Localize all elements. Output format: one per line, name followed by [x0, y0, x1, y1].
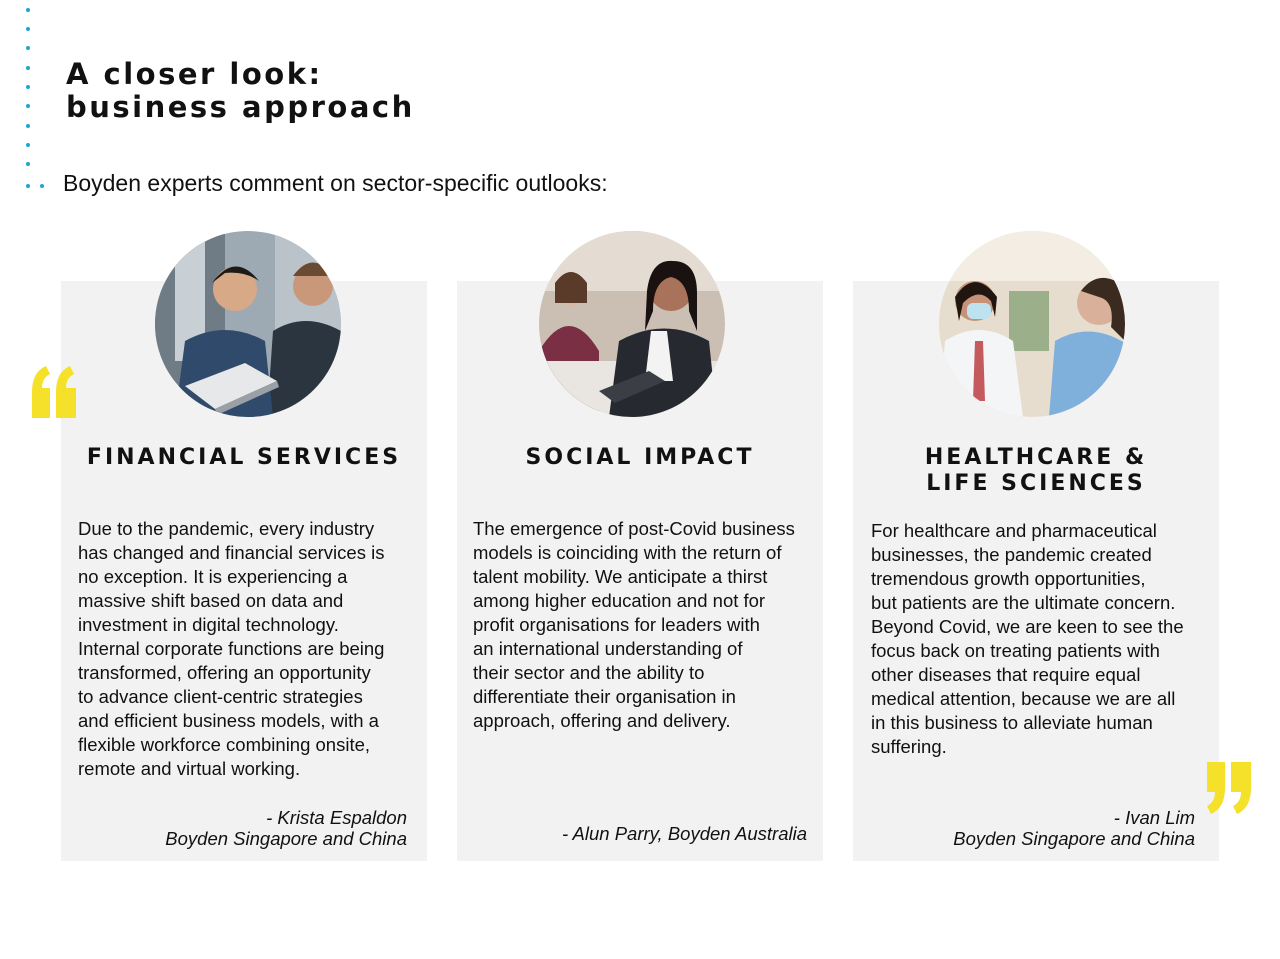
card-author: - Krista Espaldon Boyden Singapore and China [165, 807, 407, 849]
card-title: HEALTHCARE & LIFE SCIENCES [924, 445, 1148, 496]
card-body-text: Due to the pandemic, every industry has changed and financial services is no exception. It is experiencing a massive shift based on data and investment in digital technology. Internal corporate functions are being transformed, offering an opportunity to advance client-centric strategies and efficient business models, with a flexible workforce combining onsite, remote and virtual working. [78, 518, 385, 779]
card-body-text: For healthcare and pharmaceutical businesses, the pandemic created tremendous growth opportunities, but patients are the ultimate concern. Beyond Covid, we are keen to see the focus back on treating patients with other diseases that require equal medical attention, because we are all in this business to alleviate human suffering. [871, 520, 1184, 757]
photo-businessmen-laptop [155, 231, 341, 417]
page-title [66, 58, 415, 124]
card-title: SOCIAL IMPACT [525, 445, 755, 470]
title-line-2: business approach [66, 90, 415, 124]
photo-doctor-nurse [939, 231, 1125, 417]
card-title: FINANCIAL SERVICES [86, 445, 402, 470]
card-author: - Ivan Lim Boyden Singapore and China [953, 807, 1195, 849]
open-quote-icon [30, 366, 78, 418]
title-line-1: A closer look: [66, 57, 323, 91]
page-subtitle: Boyden experts comment on sector-specific outlooks: [63, 170, 608, 196]
dotted-line-decoration [24, 6, 54, 196]
card-author: - Alun Parry, Boyden Australia [561, 823, 807, 844]
card-body-text: The emergence of post-Covid business models is coinciding with the return of talent mobility. We anticipate a thirst among higher education and not for profit organisations for leaders with an international understanding of their sector and the ability to differentiate their organisation in approach, offering and delivery. [473, 518, 795, 731]
close-quote-icon [1205, 762, 1253, 814]
photo-meeting-woman [539, 231, 725, 417]
